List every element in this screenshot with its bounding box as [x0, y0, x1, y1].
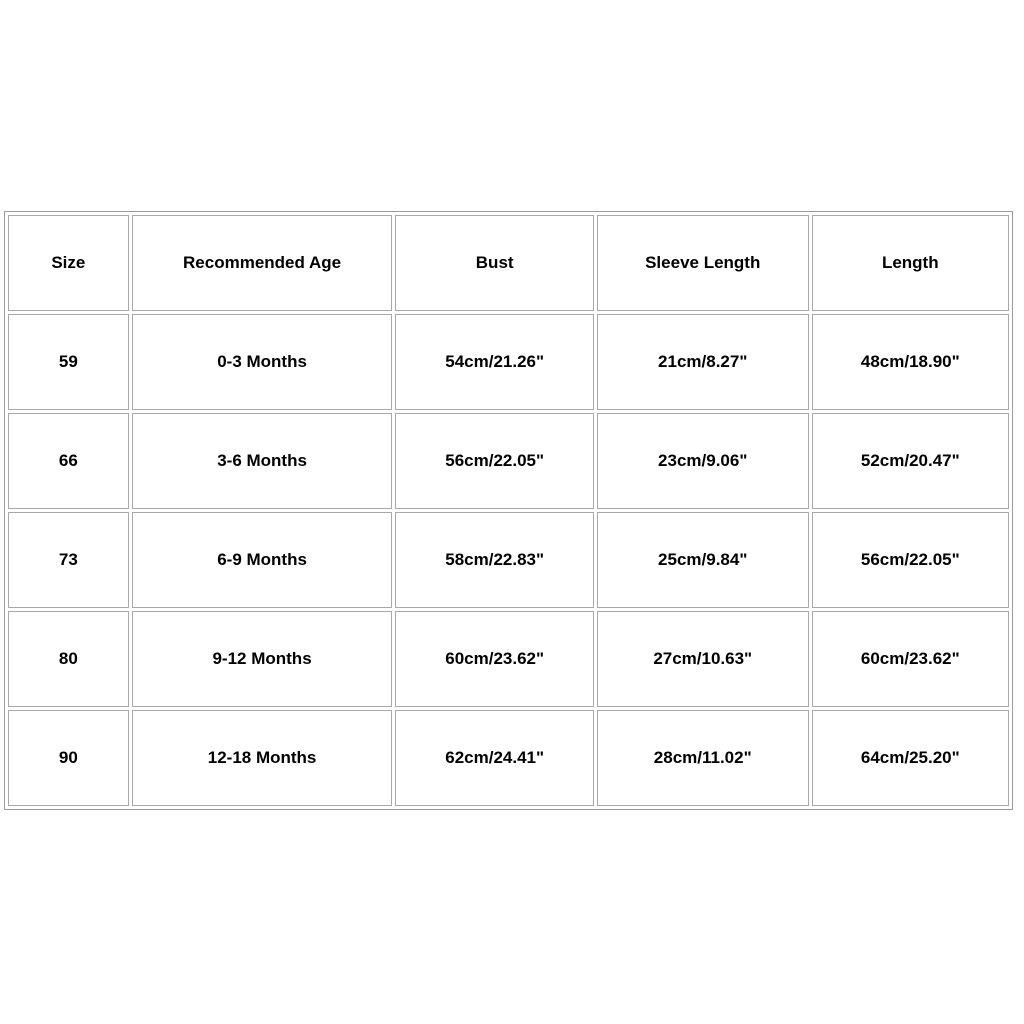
header-sleeve-length: Sleeve Length: [597, 215, 809, 311]
table-row: [8, 611, 1009, 707]
size-chart-table: [4, 211, 1013, 810]
cell-sleeve-length: 21cm/8.27": [597, 314, 809, 410]
cell-recommended-age: 12-18 Months: [132, 710, 393, 806]
table-row: [8, 314, 1009, 410]
cell-size: 80: [8, 611, 129, 707]
table-row: [8, 710, 1009, 806]
cell-sleeve-length: 28cm/11.02": [597, 710, 809, 806]
cell-recommended-age: 9-12 Months: [132, 611, 393, 707]
cell-length: 64cm/25.20": [812, 710, 1009, 806]
cell-sleeve-length: 23cm/9.06": [597, 413, 809, 509]
cell-size: 66: [8, 413, 129, 509]
cell-recommended-age: 6-9 Months: [132, 512, 393, 608]
cell-size: 73: [8, 512, 129, 608]
table-row: [8, 512, 1009, 608]
cell-recommended-age: 0-3 Months: [132, 314, 393, 410]
cell-recommended-age: 3-6 Months: [132, 413, 393, 509]
cell-size: 90: [8, 710, 129, 806]
cell-sleeve-length: 25cm/9.84": [597, 512, 809, 608]
header-size: Size: [8, 215, 129, 311]
table-header-row: [8, 215, 1009, 311]
header-length: Length: [812, 215, 1009, 311]
cell-length: 48cm/18.90": [812, 314, 1009, 410]
cell-bust: 56cm/22.05": [395, 413, 593, 509]
cell-length: 60cm/23.62": [812, 611, 1009, 707]
cell-length: 52cm/20.47": [812, 413, 1009, 509]
cell-bust: 58cm/22.83": [395, 512, 593, 608]
cell-size: 59: [8, 314, 129, 410]
table-row: [8, 413, 1009, 509]
header-recommended-age: Recommended Age: [132, 215, 393, 311]
cell-length: 56cm/22.05": [812, 512, 1009, 608]
cell-bust: 54cm/21.26": [395, 314, 593, 410]
cell-sleeve-length: 27cm/10.63": [597, 611, 809, 707]
cell-bust: 62cm/24.41": [395, 710, 593, 806]
cell-bust: 60cm/23.62": [395, 611, 593, 707]
header-bust: Bust: [395, 215, 593, 311]
